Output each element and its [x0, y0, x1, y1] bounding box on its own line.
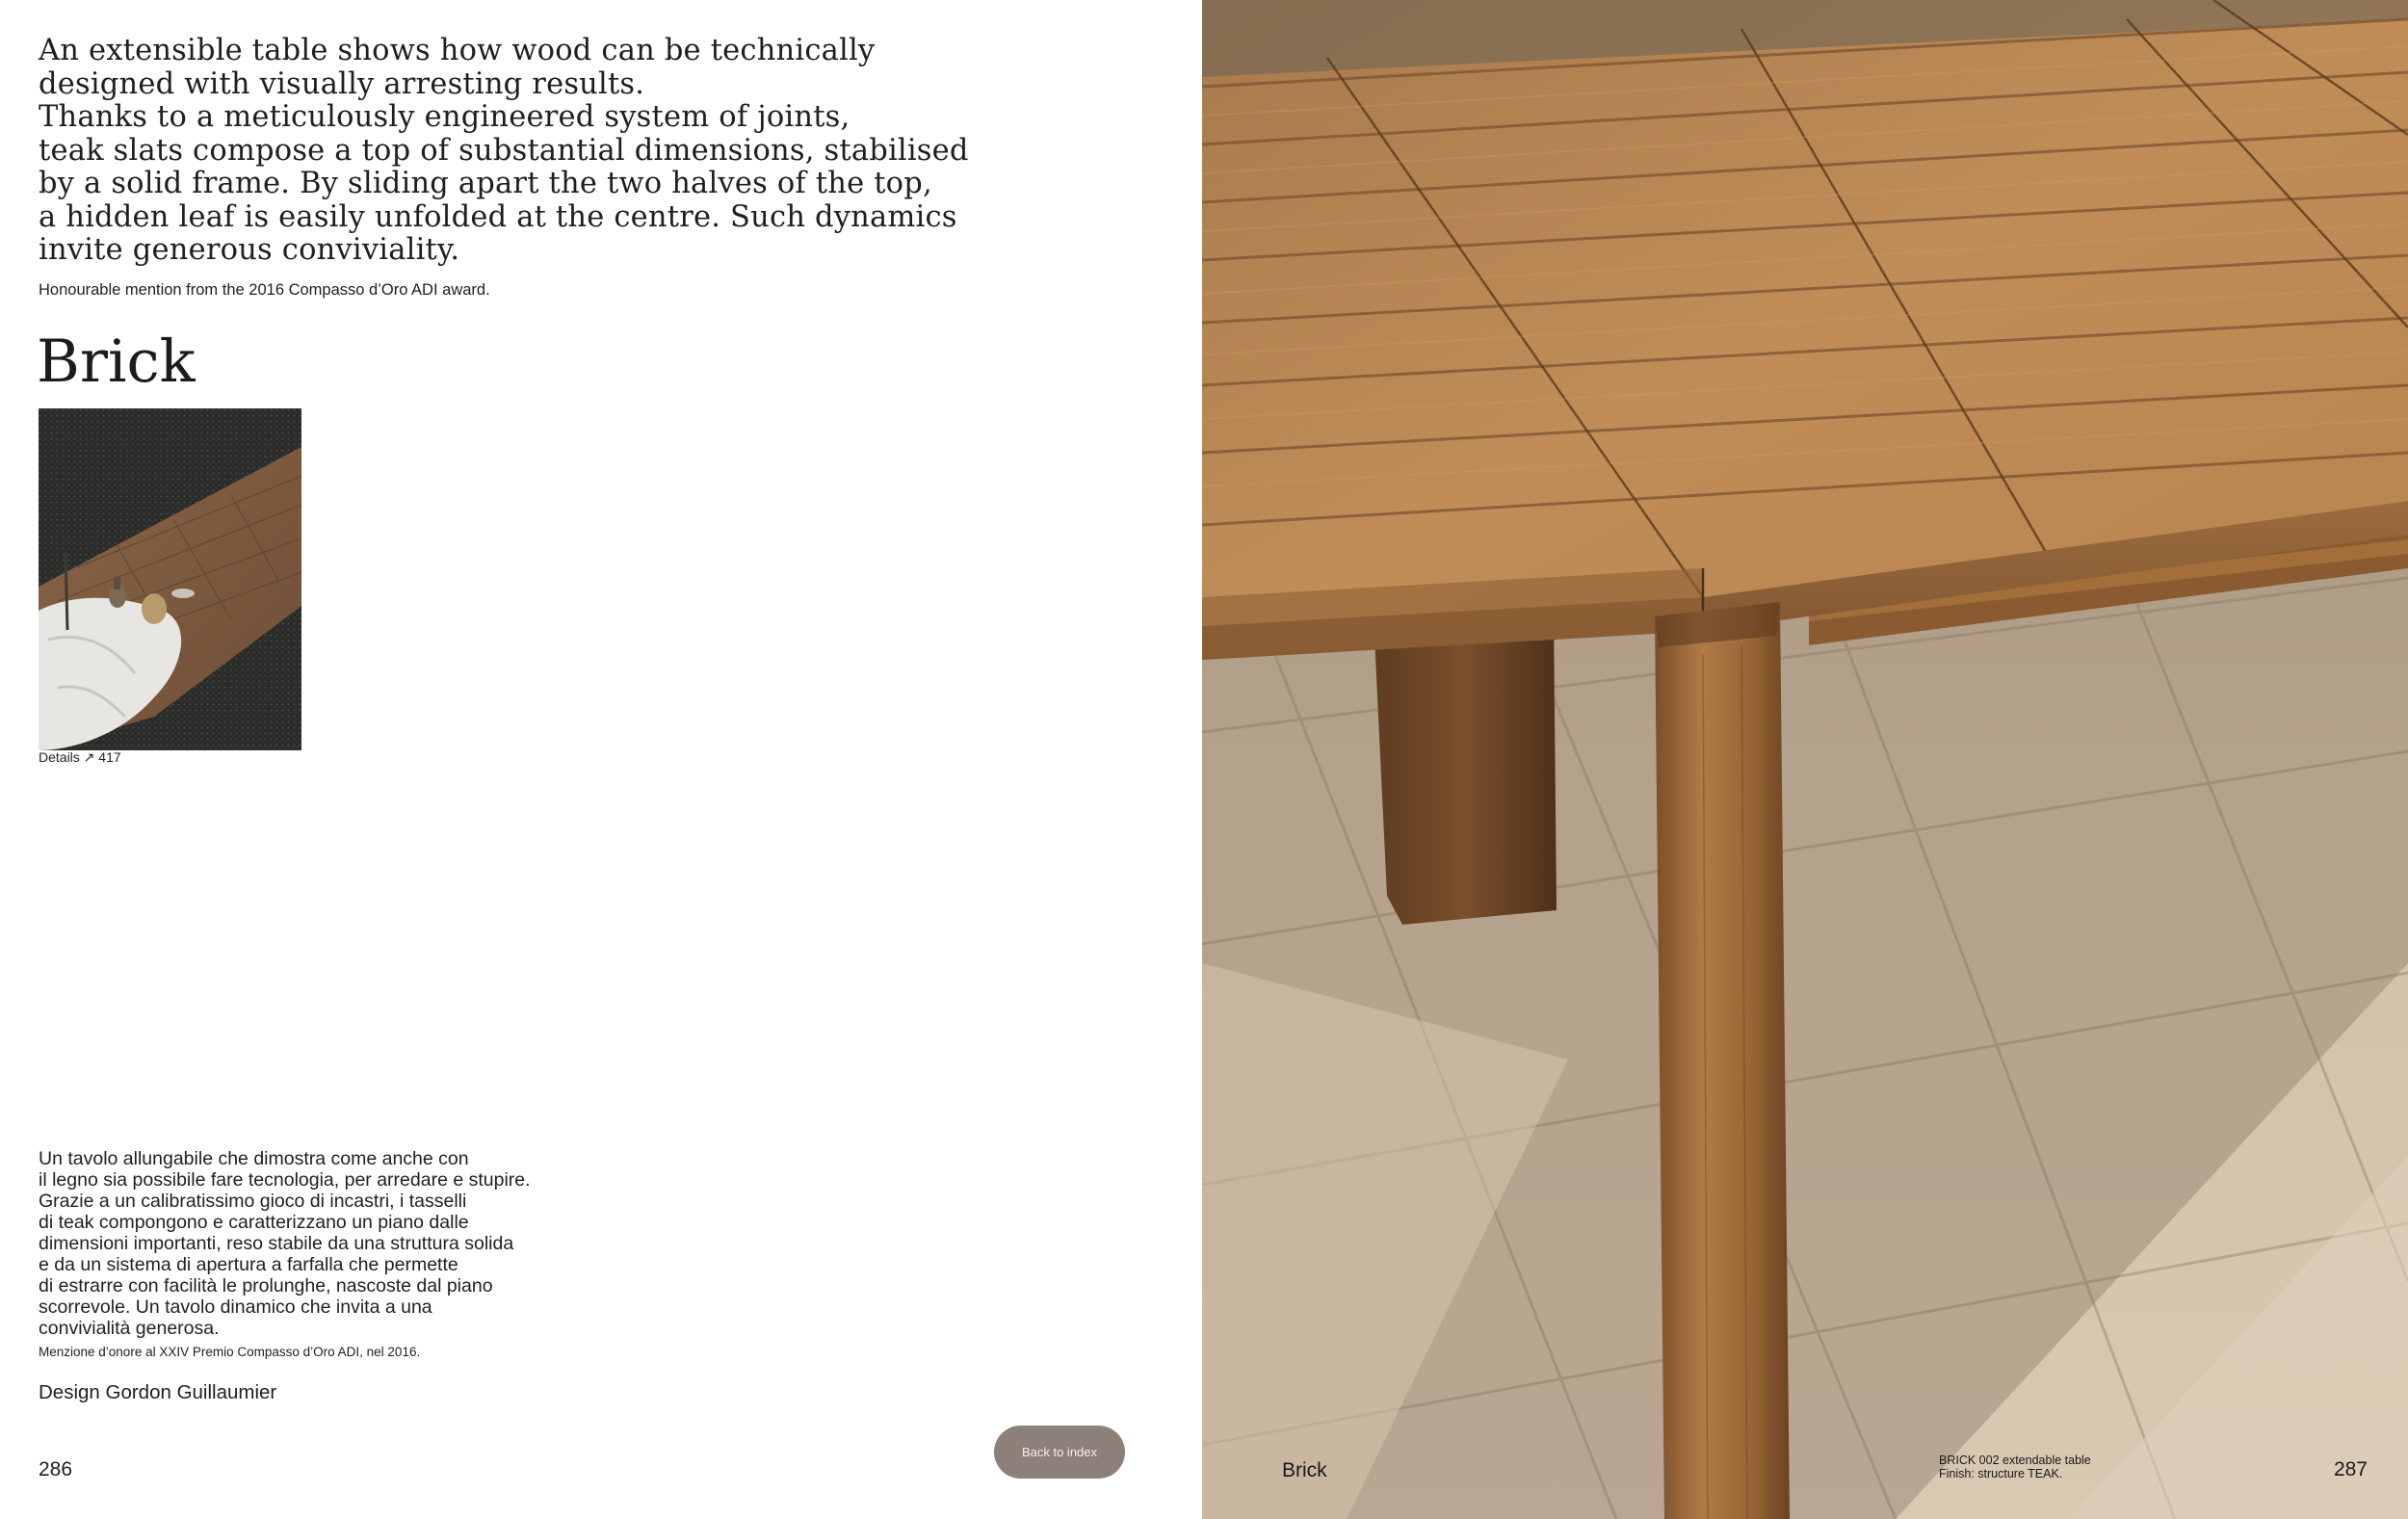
photo-caption — [1939, 1454, 2091, 1480]
intro-en-line: invite generous conviviality. — [39, 233, 460, 267]
product-photo — [1202, 0, 2408, 1519]
intro-en-line: by a solid frame. By sliding apart the two halves of the top, — [39, 167, 932, 200]
intro-en-line: designed with visually arresting results. — [39, 66, 645, 101]
intro-it-line: di teak compongono e caratterizzano un piano dalle — [39, 1212, 469, 1233]
left-page — [0, 0, 1202, 1519]
caption-line: Finish: structure TEAK. — [1939, 1467, 2063, 1480]
page-number-left: 286 — [39, 1458, 73, 1480]
intro-en-line: Thanks to a meticulously engineered system of joints, — [39, 100, 851, 134]
intro-it-line: il legno sia possibile fare tecnologia, per arredare e stupire. — [39, 1169, 531, 1191]
detail-thumbnail-image[interactable] — [39, 408, 301, 750]
intro-en-line: An extensible table shows how wood can be technically — [39, 34, 876, 67]
intro-text-italian — [39, 1148, 636, 1339]
caption-line: BRICK 002 extendable table — [1939, 1454, 2091, 1467]
intro-it-line: convivialità generosa. — [39, 1318, 220, 1339]
back-to-index-button[interactable]: Back to index — [994, 1426, 1125, 1479]
intro-it-line: e da un sistema di apertura a farfalla che permette — [39, 1254, 458, 1275]
intro-text-english — [39, 35, 1040, 268]
details-page-link[interactable]: Details ↗ 417 — [39, 749, 121, 765]
intro-en-line: teak slats compose a top of substantial dimensions, stabilised — [39, 133, 969, 168]
intro-it-line: dimensioni importanti, reso stabile da una struttura solida — [39, 1233, 514, 1254]
award-note-italian: Menzione d’onore al XXIV Premio Compasso d’Oro ADI, nel 2016. — [39, 1345, 421, 1359]
intro-it-line: di estrarre con facilità le prolunghe, nascoste dal piano — [39, 1275, 493, 1296]
intro-it-line: Grazie a un calibratissimo gioco di incastri, i tasselli — [39, 1191, 467, 1212]
award-note-english: Honourable mention from the 2016 Compasso d’Oro ADI award. — [39, 281, 490, 299]
running-title: Brick — [1282, 1459, 1327, 1481]
intro-it-line: Un tavolo allungabile che dimostra come anche con — [39, 1148, 469, 1169]
intro-en-line: a hidden leaf is easily unfolded at the centre. Such dynamics — [39, 199, 957, 234]
right-page — [1202, 0, 2408, 1519]
intro-it-line: scorrevole. Un tavolo dinamico che invita a una — [39, 1296, 432, 1318]
page-number-right: 287 — [2333, 1458, 2368, 1480]
product-title: Brick — [37, 327, 196, 396]
designer-credit: Design Gordon Guillaumier — [39, 1381, 277, 1403]
